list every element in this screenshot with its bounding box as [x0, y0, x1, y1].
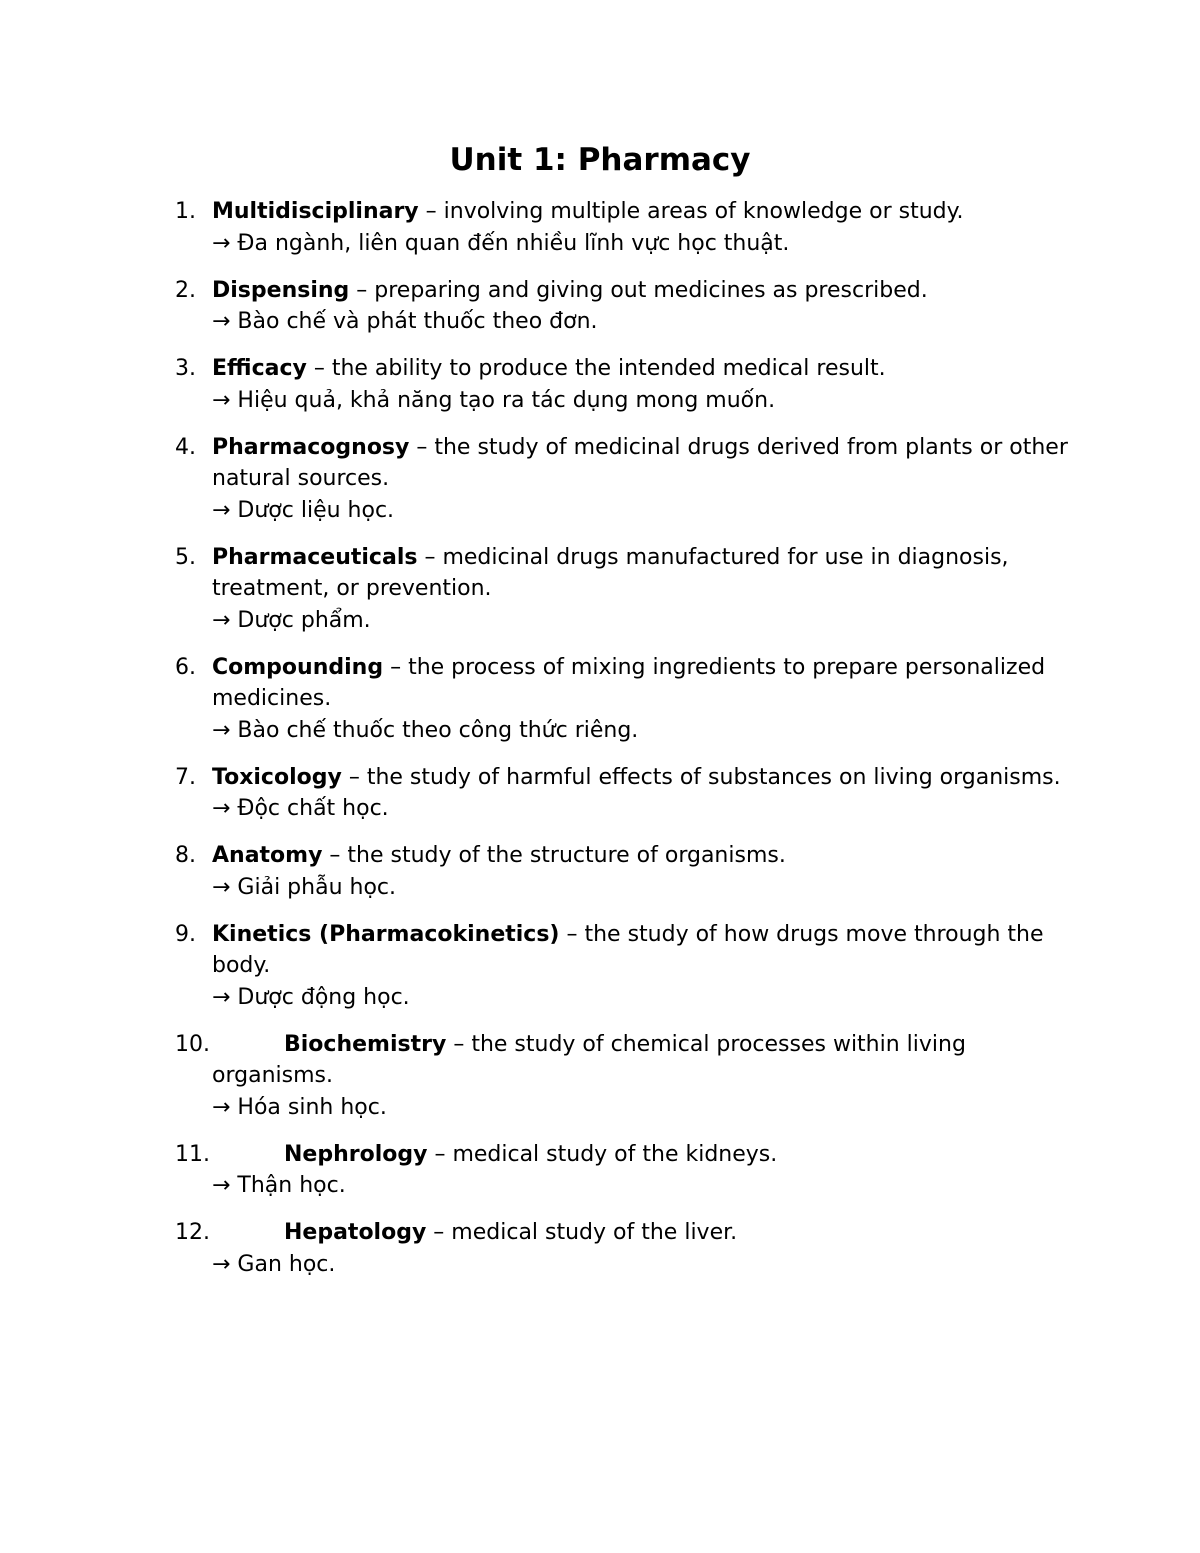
term-translation: → Gan học. [212, 1251, 336, 1277]
term-definition: – medical study of the kidneys. [427, 1141, 778, 1167]
term-translation: → Thận học. [212, 1173, 346, 1198]
list-item [0, 353, 1200, 416]
item-number: 9. [175, 921, 196, 947]
item-number: 5. [175, 544, 196, 570]
list-item [0, 1139, 1200, 1202]
list-item [0, 652, 1200, 747]
term-list [0, 196, 1200, 1296]
item-number: 6. [175, 654, 196, 680]
term-word: Compounding [212, 654, 384, 680]
term-translation: → Độc chất học. [212, 796, 389, 821]
term-definition: – the ability to produce the intended medical result. [306, 356, 886, 381]
term-definition: – involving multiple areas of knowledge or study. [418, 199, 964, 224]
term-word: Multidisciplinary [212, 199, 419, 224]
item-number: 3. [175, 356, 196, 381]
page-title: Unit 1: Pharmacy [449, 142, 751, 178]
term-definition: – the process of mixing ingredients to prepare personalized medicines. [212, 654, 1046, 711]
term-translation: → Dược phẩm. [212, 607, 371, 633]
term-definition: – medical study of the liver. [426, 1220, 738, 1245]
term-translation: → Bào chế thuốc theo công thức riêng. [212, 717, 639, 743]
item-number: 11. [175, 1141, 210, 1167]
term-word: Dispensing [212, 277, 350, 303]
item-number: 2. [175, 277, 196, 303]
term-translation: → Hiệu quả, khả năng tạo ra tác dụng mong muốn. [212, 387, 776, 413]
term-word: Kinetics (Pharmacokinetics) [212, 921, 560, 947]
term-word: Nephrology [284, 1141, 428, 1167]
term-translation: → Dược động học. [212, 984, 410, 1010]
term-word: Toxicology [212, 764, 342, 790]
term-definition: – the study of harmful effects of substances on living organisms. [341, 764, 1061, 790]
term-translation: → Bào chế và phát thuốc theo đơn. [212, 309, 598, 334]
item-number: 8. [175, 843, 196, 868]
term-word: Hepatology [284, 1220, 427, 1245]
term-definition: – the study of the structure of organisms. [322, 843, 786, 868]
list-item [0, 1029, 1200, 1124]
item-number: 4. [175, 434, 196, 460]
list-item [0, 840, 1200, 903]
term-word: Pharmacognosy [212, 434, 410, 460]
term-definition: – the study of medicinal drugs derived from plants or other natural sources. [212, 434, 1068, 491]
item-number: 1. [175, 199, 196, 224]
term-translation: → Giải phẫu học. [212, 874, 396, 900]
term-word: Pharmaceuticals [212, 544, 418, 570]
term-word: Biochemistry [284, 1031, 447, 1057]
list-item [0, 762, 1200, 825]
list-item [0, 275, 1200, 338]
item-number: 12. [175, 1220, 210, 1245]
list-item [0, 542, 1200, 637]
term-definition: – medicinal drugs manufactured for use in diagnosis, treatment, or prevention. [212, 544, 1009, 601]
term-translation: → Dược liệu học. [212, 497, 395, 523]
list-item [0, 1217, 1200, 1280]
term-definition: – the study of how drugs move through the body. [212, 921, 1044, 978]
term-translation: → Đa ngành, liên quan đến nhiều lĩnh vực học thuật. [212, 230, 790, 256]
term-translation: → Hóa sinh học. [212, 1094, 387, 1120]
item-number: 7. [175, 764, 196, 790]
list-item [0, 919, 1200, 1014]
list-item [0, 196, 1200, 259]
term-word: Anatomy [212, 843, 323, 868]
term-word: Efficacy [212, 356, 307, 381]
term-definition: – preparing and giving out medicines as prescribed. [349, 277, 928, 303]
term-definition: – the study of chemical processes within living organisms. [212, 1031, 966, 1088]
list-item [0, 432, 1200, 527]
item-number: 10. [175, 1031, 210, 1057]
